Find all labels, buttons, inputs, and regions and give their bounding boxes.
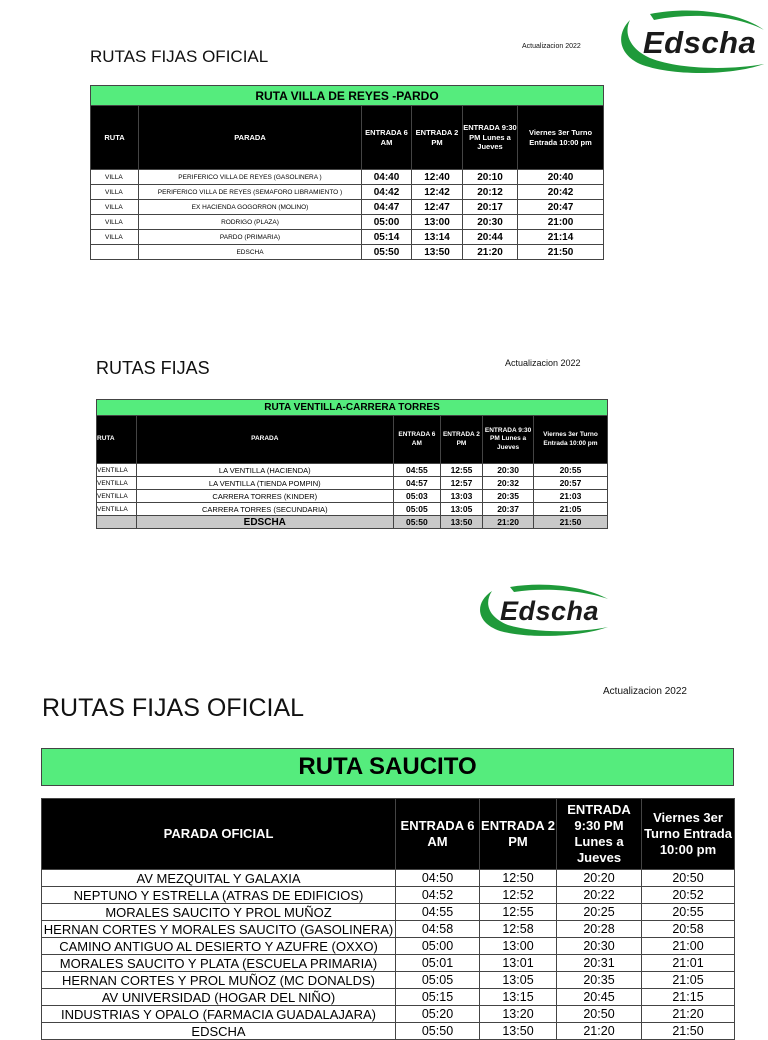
parada-cell: NEPTUNO Y ESTRELLA (ATRAS DE EDIFICIOS) [42, 887, 396, 904]
time-cell: 04:58 [396, 921, 480, 938]
parada-cell: HERNAN CORTES Y MORALES SAUCITO (GASOLINERA) [42, 921, 396, 938]
update-label-2: Actualizacion 2022 [505, 358, 581, 368]
table-title: RUTA VENTILLA-CARRERA TORRES [97, 400, 608, 416]
time-cell: 04:40 [362, 170, 412, 185]
table-row-edscha [42, 1023, 735, 1040]
ruta-cell: VENTILLA [97, 464, 137, 477]
parada-cell: LA VENTILLA (TIENDA POMPIN) [136, 477, 394, 490]
table-row [42, 955, 735, 972]
col-header-2pm: ENTRADA 2 PM [480, 799, 557, 870]
time-cell: 21:14 [518, 230, 604, 245]
table-row [91, 230, 604, 245]
time-cell: 21:15 [642, 989, 735, 1006]
time-cell: 20:30 [557, 938, 642, 955]
ruta-cell: VILLA [91, 170, 139, 185]
table-row [97, 503, 608, 516]
time-cell: 21:20 [483, 516, 534, 529]
parada-cell: LA VENTILLA (HACIENDA) [136, 464, 394, 477]
table-row [42, 921, 735, 938]
time-cell: 05:14 [362, 230, 412, 245]
time-cell: 20:35 [483, 490, 534, 503]
time-cell: 04:42 [362, 185, 412, 200]
time-cell: 05:15 [396, 989, 480, 1006]
table-row [91, 200, 604, 215]
time-cell: 21:05 [642, 972, 735, 989]
parada-cell: EX HACIENDA GOGORRON (MOLINO) [139, 200, 362, 215]
time-cell: 04:47 [362, 200, 412, 215]
time-cell: 21:20 [463, 245, 518, 260]
time-cell: 05:50 [394, 516, 441, 529]
time-cell: 12:42 [412, 185, 463, 200]
parada-cell: EDSCHA [136, 516, 394, 529]
time-cell: 12:50 [480, 870, 557, 887]
parada-cell: PERIFERICO VILLA DE REYES (SEMAFORO LIBRAMIENTO ) [139, 185, 362, 200]
ruta-cell: VILLA [91, 230, 139, 245]
col-header-930pm: ENTRADA 9:30 PM Lunes a Jueves [463, 106, 518, 170]
time-cell: 05:00 [396, 938, 480, 955]
update-label-1: Actualizacion 2022 [522, 43, 581, 50]
time-cell: 13:50 [480, 1023, 557, 1040]
table-row [42, 938, 735, 955]
time-cell: 21:20 [642, 1006, 735, 1023]
ruta-cell: VENTILLA [97, 490, 137, 503]
table-row [97, 477, 608, 490]
time-cell: 21:00 [642, 938, 735, 955]
time-cell: 13:15 [480, 989, 557, 1006]
table-row [42, 989, 735, 1006]
time-cell: 20:22 [557, 887, 642, 904]
parada-cell: PARDO (PRIMARIA) [139, 230, 362, 245]
route-table-ventilla [96, 399, 608, 529]
time-cell: 12:47 [412, 200, 463, 215]
logo-text-2: Edscha [500, 596, 600, 626]
time-cell: 05:50 [362, 245, 412, 260]
time-cell: 20:44 [463, 230, 518, 245]
col-header-ruta: RUTA [91, 106, 139, 170]
table-row [97, 490, 608, 503]
time-cell: 05:01 [396, 955, 480, 972]
time-cell: 04:52 [396, 887, 480, 904]
time-cell: 20:55 [533, 464, 607, 477]
route-table-villa [90, 85, 604, 260]
time-cell: 20:25 [557, 904, 642, 921]
time-cell: 20:10 [463, 170, 518, 185]
time-cell: 20:20 [557, 870, 642, 887]
time-cell: 20:50 [557, 1006, 642, 1023]
parada-cell: PERIFERICO VILLA DE REYES (GASOLINERA ) [139, 170, 362, 185]
page-title-2: RUTAS FIJAS [96, 358, 210, 378]
col-header-parada: PARADA [139, 106, 362, 170]
time-cell: 20:37 [483, 503, 534, 516]
time-cell: 12:55 [440, 464, 483, 477]
time-cell: 13:20 [480, 1006, 557, 1023]
ruta-cell [97, 516, 137, 529]
time-cell: 05:50 [396, 1023, 480, 1040]
parada-cell: HERNAN CORTES Y PROL MUÑOZ (MC DONALDS) [42, 972, 396, 989]
time-cell: 21:50 [518, 245, 604, 260]
time-cell: 20:28 [557, 921, 642, 938]
time-cell: 20:57 [533, 477, 607, 490]
col-header-parada: PARADA [136, 416, 394, 464]
time-cell: 20:50 [642, 870, 735, 887]
parada-cell: CAMINO ANTIGUO AL DESIERTO Y AZUFRE (OXXO) [42, 938, 396, 955]
table-row [91, 185, 604, 200]
table-row [42, 887, 735, 904]
time-cell: 05:05 [394, 503, 441, 516]
table-row [97, 464, 608, 477]
edscha-logo-1 [610, 8, 768, 78]
logo-text-1: Edscha [643, 25, 757, 60]
table-row [91, 170, 604, 185]
table-row-edscha [91, 245, 604, 260]
col-header-6am: ENTRADA 6 AM [396, 799, 480, 870]
time-cell: 13:05 [440, 503, 483, 516]
update-label-3: Actualizacion 2022 [603, 686, 687, 697]
ruta-cell: VENTILLA [97, 503, 137, 516]
time-cell: 05:20 [396, 1006, 480, 1023]
parada-cell: EDSCHA [42, 1023, 396, 1040]
parada-cell: INDUSTRIAS Y OPALO (FARMACIA GUADALAJARA) [42, 1006, 396, 1023]
col-header-viernes: Viernes 3er Turno Entrada 10:00 pm [642, 799, 735, 870]
table-row-edscha [97, 516, 608, 529]
time-cell: 05:05 [396, 972, 480, 989]
time-cell: 13:14 [412, 230, 463, 245]
time-cell: 13:50 [440, 516, 483, 529]
table-title: RUTA VILLA DE REYES -PARDO [91, 86, 604, 106]
time-cell: 20:32 [483, 477, 534, 490]
parada-cell: CARRERA TORRES (KINDER) [136, 490, 394, 503]
page-title-1: RUTAS FIJAS OFICIAL [90, 47, 269, 66]
col-header-2pm: ENTRADA 2 PM [412, 106, 463, 170]
time-cell: 20:30 [463, 215, 518, 230]
table-row [42, 904, 735, 921]
col-header-viernes: Viernes 3er Turno Entrada 10:00 pm [533, 416, 607, 464]
time-cell: 20:47 [518, 200, 604, 215]
col-header-parada: PARADA OFICIAL [42, 799, 396, 870]
time-cell: 20:58 [642, 921, 735, 938]
time-cell: 13:00 [412, 215, 463, 230]
time-cell: 04:55 [396, 904, 480, 921]
ruta-cell: VENTILLA [97, 477, 137, 490]
time-cell: 04:50 [396, 870, 480, 887]
time-cell: 20:52 [642, 887, 735, 904]
time-cell: 20:17 [463, 200, 518, 215]
parada-cell: AV UNIVERSIDAD (HOGAR DEL NIÑO) [42, 989, 396, 1006]
parada-cell: EDSCHA [139, 245, 362, 260]
time-cell: 05:03 [394, 490, 441, 503]
time-cell: 21:01 [642, 955, 735, 972]
time-cell: 20:30 [483, 464, 534, 477]
parada-cell: CARRERA TORRES (SECUNDARIA) [136, 503, 394, 516]
time-cell: 05:00 [362, 215, 412, 230]
time-cell: 12:52 [480, 887, 557, 904]
parada-cell: MORALES SAUCITO Y PLATA (ESCUELA PRIMARIA) [42, 955, 396, 972]
page-title-3: RUTAS FIJAS OFICIAL [42, 694, 305, 722]
time-cell: 20:12 [463, 185, 518, 200]
time-cell: 20:31 [557, 955, 642, 972]
col-header-ruta: RUTA [97, 416, 137, 464]
time-cell: 20:42 [518, 185, 604, 200]
time-cell: 13:50 [412, 245, 463, 260]
time-cell: 20:45 [557, 989, 642, 1006]
col-header-viernes: Viernes 3er Turno Entrada 10:00 pm [518, 106, 604, 170]
col-header-6am: ENTRADA 6 AM [394, 416, 441, 464]
parada-cell: RODRIGO (PLAZA) [139, 215, 362, 230]
time-cell: 04:55 [394, 464, 441, 477]
time-cell: 13:01 [480, 955, 557, 972]
time-cell: 21:50 [533, 516, 607, 529]
time-cell: 20:40 [518, 170, 604, 185]
time-cell: 21:03 [533, 490, 607, 503]
ruta-cell: VILLA [91, 215, 139, 230]
table-row [42, 870, 735, 887]
time-cell: 12:57 [440, 477, 483, 490]
col-header-930pm: ENTRADA 9:30 PM Lunes a Jueves [557, 799, 642, 870]
ruta-cell: VILLA [91, 200, 139, 215]
time-cell: 13:05 [480, 972, 557, 989]
time-cell: 21:20 [557, 1023, 642, 1040]
col-header-2pm: ENTRADA 2 PM [440, 416, 483, 464]
table-row [42, 1006, 735, 1023]
table-row [42, 972, 735, 989]
time-cell: 21:05 [533, 503, 607, 516]
time-cell: 13:00 [480, 938, 557, 955]
ruta-cell: VILLA [91, 185, 139, 200]
col-header-930pm: ENTRADA 9:30 PM Lunes a Jueves [483, 416, 534, 464]
parada-cell: AV MEZQUITAL Y GALAXIA [42, 870, 396, 887]
route-table-saucito [41, 798, 735, 1040]
table-row [91, 215, 604, 230]
time-cell: 12:58 [480, 921, 557, 938]
time-cell: 20:35 [557, 972, 642, 989]
col-header-6am: ENTRADA 6 AM [362, 106, 412, 170]
edscha-logo-2 [470, 583, 610, 639]
time-cell: 21:00 [518, 215, 604, 230]
time-cell: 20:55 [642, 904, 735, 921]
time-cell: 12:55 [480, 904, 557, 921]
time-cell: 13:03 [440, 490, 483, 503]
table-title: RUTA SAUCITO [41, 748, 734, 786]
time-cell: 21:50 [642, 1023, 735, 1040]
time-cell: 12:40 [412, 170, 463, 185]
time-cell: 04:57 [394, 477, 441, 490]
ruta-cell [91, 245, 139, 260]
parada-cell: MORALES SAUCITO Y PROL MUÑOZ [42, 904, 396, 921]
